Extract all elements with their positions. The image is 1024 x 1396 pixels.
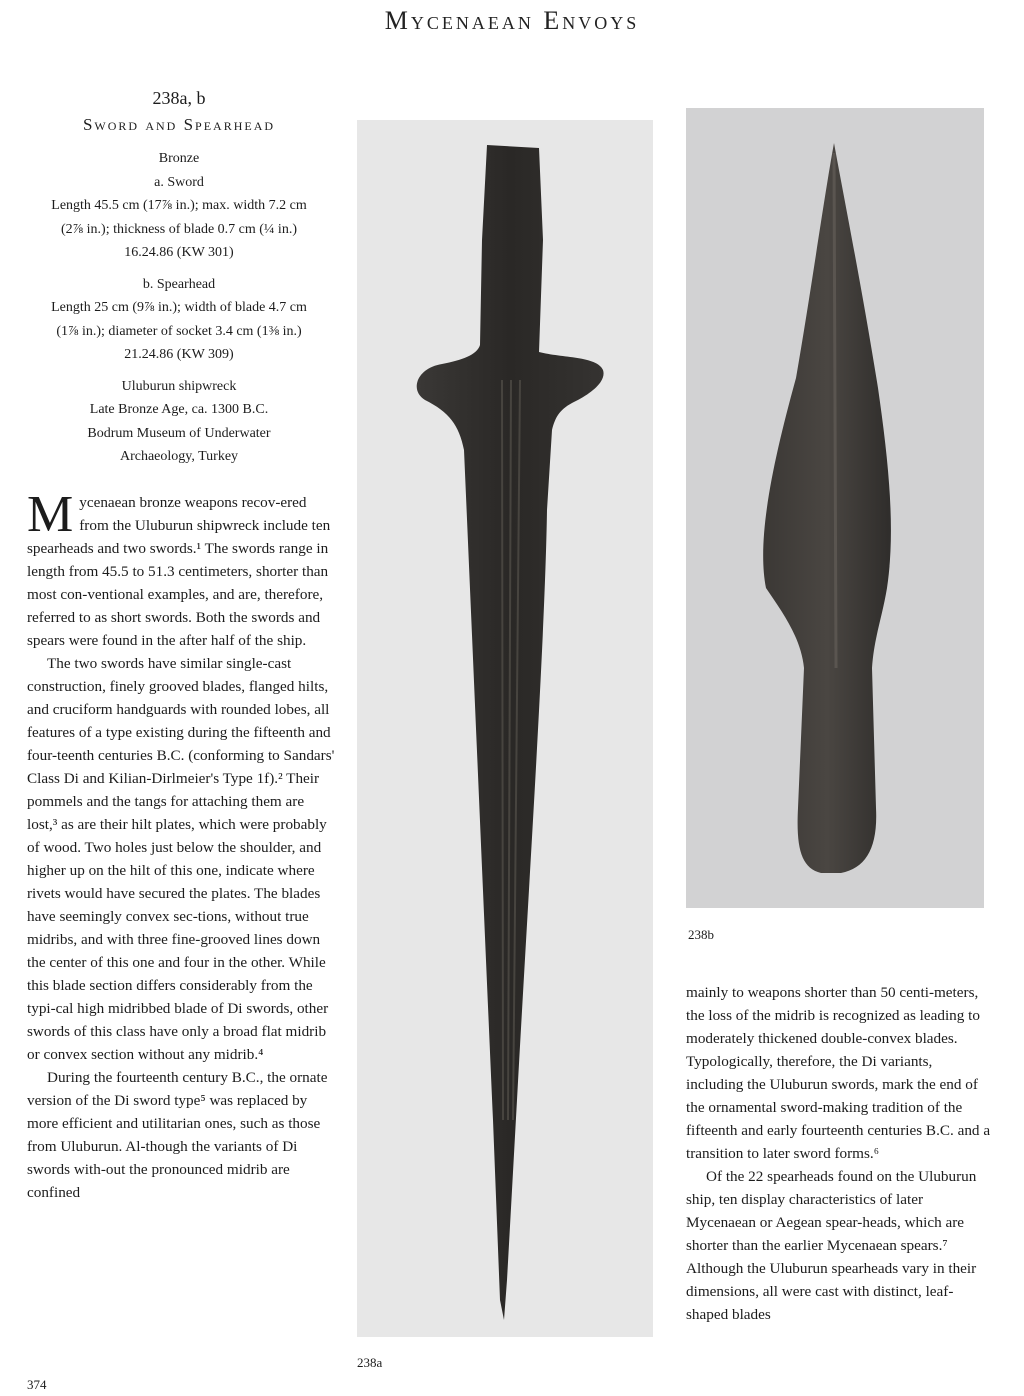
catalog-material: Bronze: [158, 151, 200, 166]
catalog-item-a-dimensions-2: (2⅞ in.); thickness of blade 0.7 cm (¼ in.): [60, 221, 297, 237]
catalog-provenance-museum-cont: Archaeology, Turkey: [119, 449, 239, 464]
catalog-number: 238a, b: [152, 88, 206, 108]
catalog-entry: [24, 88, 334, 469]
spearhead-blade: [763, 143, 891, 873]
essay-paragraph-2: The two swords have similar single-cast construction, finely grooved blades, flanged hilts, and cruciform handguards with rounded lobes, all features of a type existing during the fifteenth and four-teenth centuries B.C. (conforming to Sandars' Class Di and Kilian-Dirlmeier's Type 1f).² Their pommels and the tangs for attaching them are lost,³ as are their hilt plates, which were probably of wood. Two holes just below the shoulder, and higher up on the hilt of this one, indicate where rivets would have secured the plates. The blades have seemingly convex sec-tions, without true midribs, and with three fine-grooved lines down the center of this one and four in the other. While this blade section differs considerably from the typi-cal high midribbed blade of Di swords, other swords of this class have only a broad flat midrib or convex section without any midrib.⁴: [27, 655, 335, 1063]
essay-paragraph-3: During the fourteenth century B.C., the ornate version of the Di sword type⁵ was replaced by more efficient and utilitarian ones, such as those from Uluburun. Al-though the variants of Di swords with-out the pronounced midrib are confined: [27, 1069, 328, 1201]
page-number: 374: [27, 1377, 47, 1392]
sword-groove-1: [502, 380, 503, 1120]
catalog-item-a-dimensions-1: Length 45.5 cm (17⅞ in.); max. width 7.2 cm: [51, 198, 307, 213]
essay-paragraph-1: [27, 486, 335, 652]
spearhead-photo: [686, 108, 984, 908]
spearhead-illustration: [686, 108, 984, 908]
running-head: Mycenaean Envoys: [384, 6, 640, 35]
catalog-provenance-museum: Bodrum Museum of Underwater: [87, 425, 271, 441]
catalog-item-a-label: a. Sword: [154, 174, 204, 190]
essay-paragraph-4: mainly to weapons shorter than 50 centi-meters, the loss of the midrib is recognized as leading to moderately thickened double-convex blades. Typologically, therefore, the Di variants, including the Uluburun swords, mark the end of the ornamental sword-making tradition of the fifteenth and early fourteenth centuries B.C. and a transition to later sword forms.⁶: [686, 984, 991, 1162]
sword-caption: 238a: [357, 1355, 383, 1370]
catalog-provenance-date: Late Bronze Age, ca. 1300 B.C.: [89, 402, 269, 417]
essay-column-right: [686, 981, 992, 1326]
drop-cap: M: [27, 486, 74, 543]
essay-paragraph-5: Of the 22 spearheads found on the Uluburun ship, ten display characteristics of later Mycenaean or Aegean spear-heads, which are shorter than the earlier Mycenaean spears.⁷ Although the Uluburun spearheads vary in their dimensions, all were cast with distinct, leaf-shaped blades: [686, 1168, 977, 1323]
essay-paragraph-1-text: ycenaean bronze weapons recov-ered from the Uluburun shipwreck include ten spearheads and two swords.¹ The swords range in length from 45.5 to 51.3 centimeters, shorter than most con-ventional examples, and are, therefore, referred to as short swords. Both the swords and spears were found in the after half of the ship.: [27, 494, 331, 649]
sword-illustration: [357, 120, 653, 1337]
essay-column-left: [27, 486, 335, 1204]
catalog-item-b-accession: 21.24.86 (KW 309): [124, 347, 234, 362]
catalog-title: Sword and Spearhead: [82, 115, 276, 134]
spearhead-midrib: [834, 153, 836, 668]
spearhead-caption: 238b: [688, 927, 714, 942]
sword-photo: [357, 120, 653, 1337]
catalog-provenance-site: Uluburun shipwreck: [121, 378, 237, 394]
catalog-item-a-accession: 16.24.86 (KW 301): [124, 245, 234, 260]
catalog-item-b-dimensions-2: (1⅞ in.); diameter of socket 3.4 cm (1⅜ in.): [56, 323, 302, 339]
catalog-item-b-label: b. Spearhead: [142, 276, 216, 292]
catalog-item-b-dimensions-1: Length 25 cm (9⅞ in.); width of blade 4.7 cm: [51, 300, 307, 315]
